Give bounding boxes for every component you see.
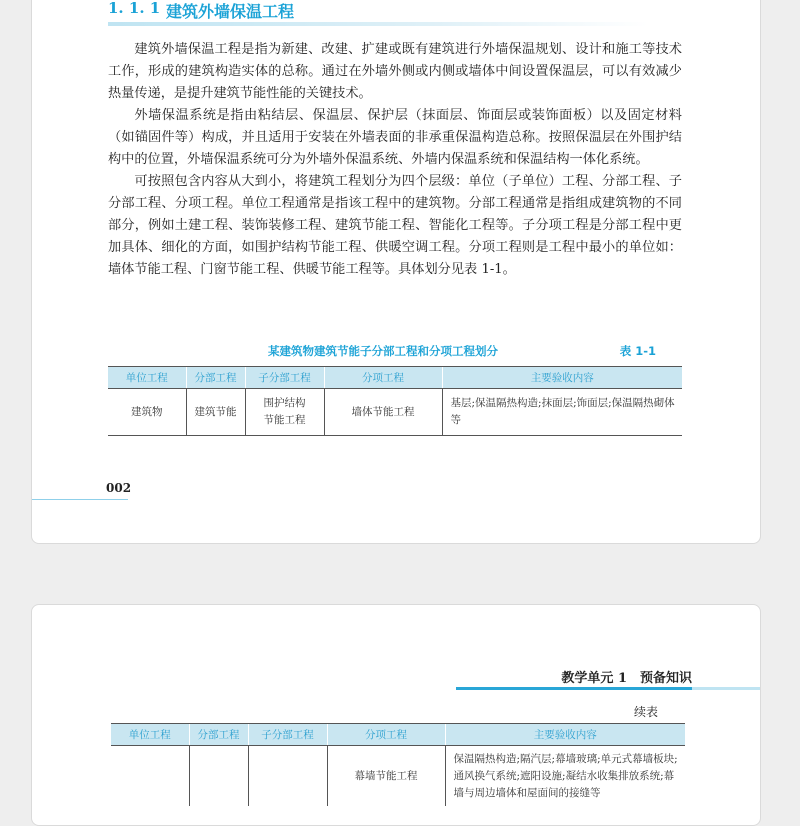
table-row <box>108 389 682 436</box>
paragraph: 建筑外墙保温工程是指为新建、改建、扩建或既有建筑进行外墙保温规划、设计和施工等技术工作，形成的建筑构造实体的总称。通过在外墙外侧或内侧或墙体中间设置保温层，可以有效减少热量传递，是提升建筑节能性能的关键技术。 <box>108 42 682 101</box>
cell-subdivision-line1: 围护结构 <box>263 397 306 409</box>
cell-item: 幕墙节能工程 <box>327 746 445 807</box>
running-head-bar <box>456 687 760 690</box>
running-head: 教学单元 1 预备知识 <box>561 671 692 686</box>
table-header-row <box>111 724 685 746</box>
table-caption <box>108 343 682 363</box>
page-1 <box>31 0 761 544</box>
paragraph: 可按照包含内容从大到小，将建筑工程划分为四个层级：单位（子单位）工程、分部工程、子分部工程、分项工程。单位工程通常是指该工程中的建筑物。分部工程通常是指组成建筑物的不同部分，例如土建工程、装饰装修工程、建筑节能工程、智能化工程等。子分项工程是分部工程中更加具体、细化的方面，如围护结构节能工程、供暖空调工程。分项工程则是工程中最小的单位如：墙体节能工程、门窗节能工程、供暖节能工程等。具体划分见表 1-1。 <box>108 174 682 277</box>
header-division: 分部工程 <box>189 724 248 746</box>
division-table <box>108 366 682 436</box>
body-text <box>108 39 682 281</box>
cell-unit <box>111 746 189 807</box>
header-item: 分项工程 <box>327 724 445 746</box>
header-subdivision: 子分部工程 <box>245 367 324 389</box>
cell-subdivision-line2: 节能工程 <box>263 414 306 426</box>
table-header-row <box>108 367 682 389</box>
header-division: 分部工程 <box>186 367 245 389</box>
header-content: 主要验收内容 <box>442 367 682 389</box>
section-underline <box>108 22 648 26</box>
cell-unit: 建筑物 <box>108 389 186 436</box>
page-2 <box>31 604 761 826</box>
continued-label: 续表 <box>634 705 659 719</box>
section-title: 建筑外墙保温工程 <box>166 2 295 21</box>
cell-content: 保温隔热构造;隔汽层;幕墙玻璃;单元式幕墙板块;通风换气系统;遮阳设施;凝结水收集排放系统;幕墙与周边墙体和屋面间的接缝等 <box>445 746 685 807</box>
cell-item: 墙体节能工程 <box>324 389 442 436</box>
page-number: 002 <box>106 481 132 495</box>
paragraph: 外墙保温系统是指由粘结层、保温层、保护层（抹面层、饰面层或装饰面板）以及固定材料（如锚固件等）构成，并且适用于安装在外墙表面的非承重保温构造总称。按照保温层在外围护结构中的位置，外墙保温系统可分为外墙外保温系统、外墙内保温系统和保温结构一体化系统。 <box>108 108 682 167</box>
division-table-continued <box>111 723 685 806</box>
section-number: 1. 1. 1 <box>108 0 161 17</box>
cell-subdivision <box>248 746 327 807</box>
table-row <box>111 746 685 807</box>
header-unit: 单位工程 <box>108 367 186 389</box>
header-item: 分项工程 <box>324 367 442 389</box>
header-unit: 单位工程 <box>111 724 189 746</box>
section-heading <box>108 0 648 23</box>
table-caption-number: 表 1-1 <box>619 344 656 358</box>
cell-subdivision <box>245 389 324 436</box>
table-caption-title: 某建筑物建筑节能子分部工程和分项工程划分 <box>268 344 498 358</box>
running-head-bar-accent <box>456 687 692 690</box>
cell-content: 基层;保温隔热构造;抹面层;饰面层;保温隔热砌体等 <box>442 389 682 436</box>
page-number-rule <box>32 499 128 500</box>
cell-division: 建筑节能 <box>186 389 245 436</box>
cell-division <box>189 746 248 807</box>
header-content: 主要验收内容 <box>445 724 685 746</box>
header-subdivision: 子分部工程 <box>248 724 327 746</box>
